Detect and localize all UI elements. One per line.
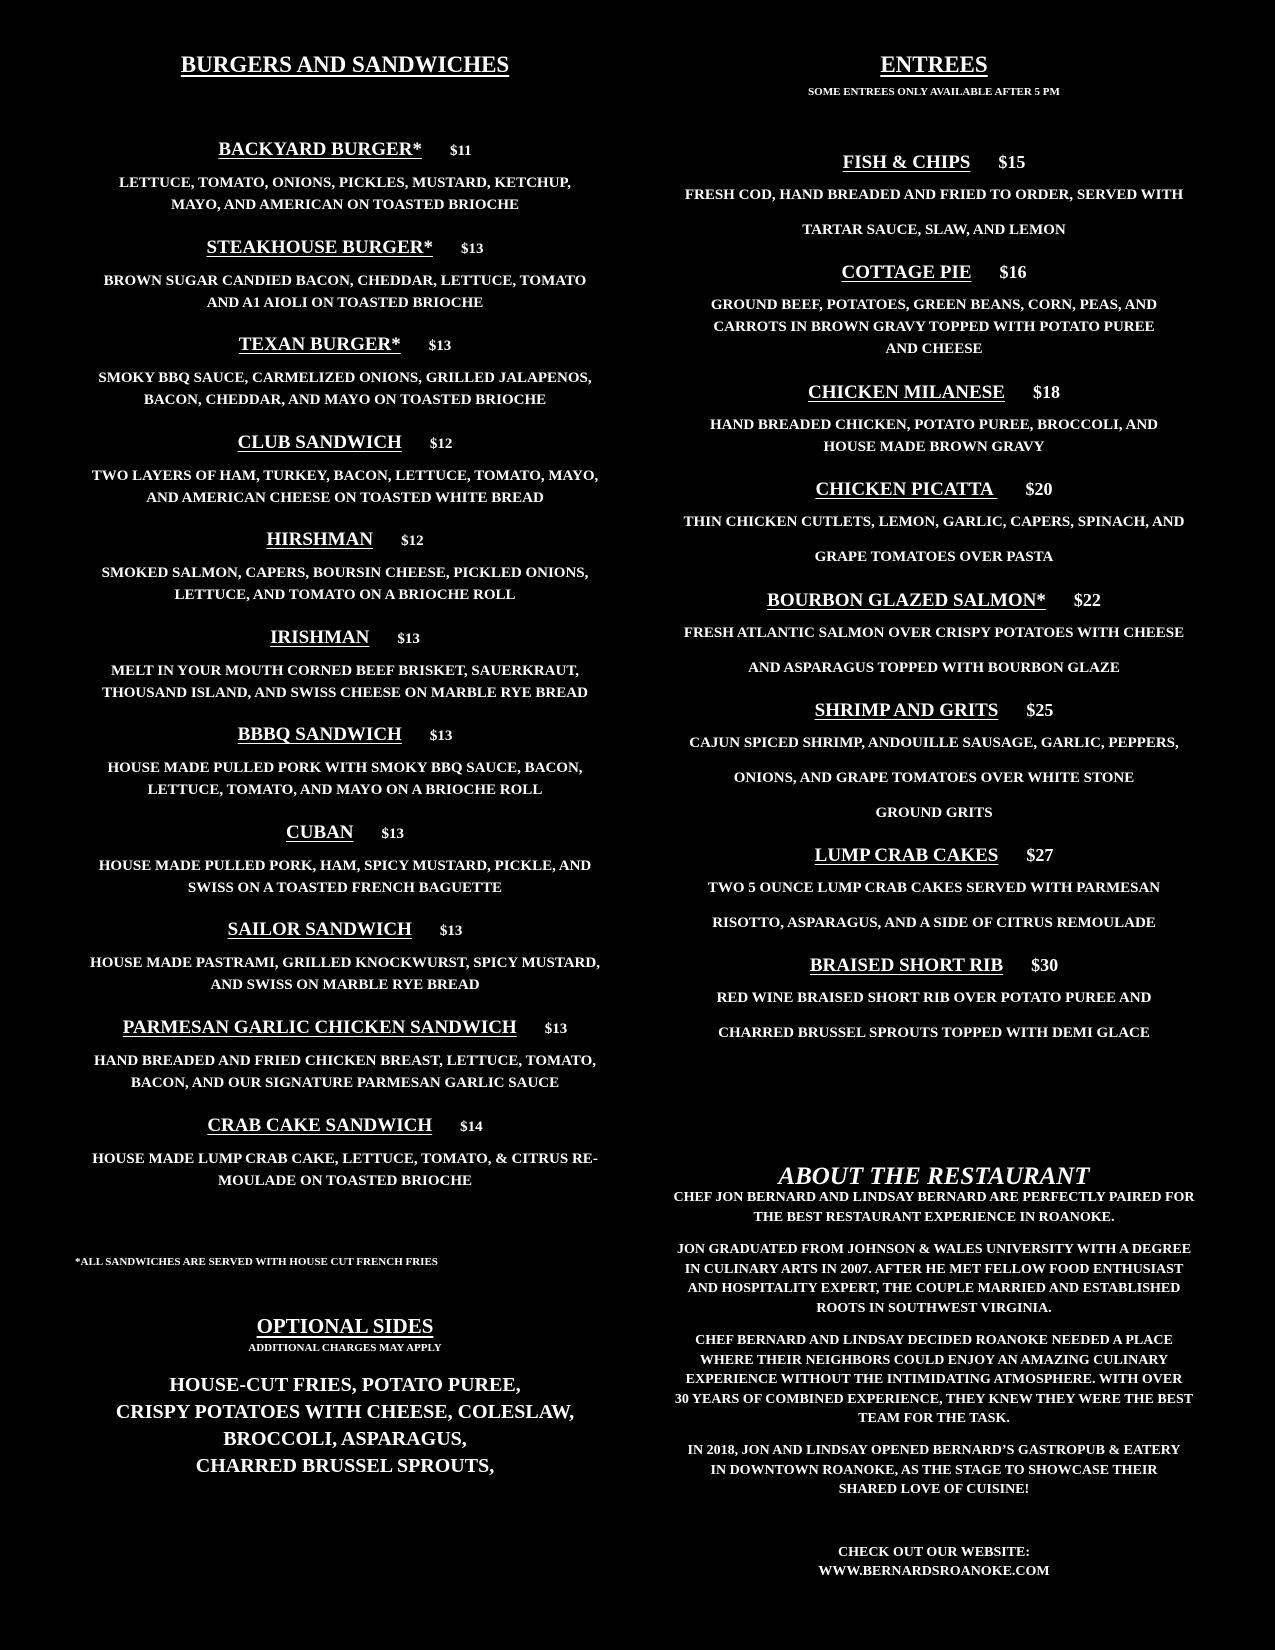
sides-list xyxy=(50,1372,640,1480)
fries-footnote: *ALL SANDWICHES ARE SERVED WITH HOUSE CUT FRENCH FRIES xyxy=(75,1256,438,1268)
item-price: $12 xyxy=(401,533,424,549)
item-price: $27 xyxy=(1026,845,1054,865)
menu-item xyxy=(640,380,1228,458)
item-price: $22 xyxy=(1073,590,1101,610)
item-name: PARMESAN GARLIC CHICKEN SANDWICH xyxy=(122,1017,517,1038)
website-label: CHECK OUT OUR WEBSITE: xyxy=(837,1545,1031,1560)
menu-item xyxy=(640,150,1228,248)
menu-item xyxy=(50,821,640,899)
item-name: BRAISED SHORT RIB xyxy=(809,955,1004,976)
menu-item xyxy=(640,477,1228,575)
item-name: BACKYARD BURGER* xyxy=(218,139,422,160)
item-name: CHICKEN MILANESE xyxy=(808,382,1005,403)
item-description: TWO LAYERS OF HAM, TURKEY, BACON, LETTUCE, TOMATO, MAYO, AND AMERICAN CHEESE ON TOASTED WHITE BREAD xyxy=(91,468,599,506)
menu-item xyxy=(50,431,640,509)
item-description: BROWN SUGAR CANDIED BACON, CHEDDAR, LETTUCE, TOMATO AND A1 AIOLI ON TOASTED BRIOCHE xyxy=(103,273,587,311)
item-price: $13 xyxy=(428,338,452,354)
item-description: CAJUN SPICED SHRIMP, ANDOUILLE SAUSAGE, GARLIC, PEPPERS, ONIONS, AND GRAPE TOMATOES OVER WHITE STONE GROUND GRITS xyxy=(689,735,1179,821)
item-price: $14 xyxy=(460,1119,483,1135)
item-name: CUBAN xyxy=(285,822,354,843)
menu-item xyxy=(50,528,640,606)
menu-item xyxy=(50,723,640,801)
sides-section-title: OPTIONAL SIDES xyxy=(256,1314,434,1338)
item-name: CLUB SANDWICH xyxy=(237,432,402,453)
item-description: FRESH COD, HAND BREADED AND FRIED TO ORDER, SERVED WITH TARTAR SAUCE, SLAW, AND LEMON xyxy=(684,187,1184,238)
about-paragraph: IN 2018, JON AND LINDSAY OPENED BERNARD’S GASTROPUB & EATERY IN DOWNTOWN ROANOKE, AS THE STAGE TO SHOWCASE THEIR SHARED LOVE OF CUISINE! xyxy=(687,1443,1181,1497)
item-name: HIRSHMAN xyxy=(266,529,374,550)
item-price: $13 xyxy=(381,826,405,842)
about-paragraph: JON GRADUATED FROM JOHNSON & WALES UNIVERSITY WITH A DEGREE IN CULINARY ARTS IN 2007. AFTER HE MET FELLOW FOOD ENTHUSIAST AND HOSPITALITY EXPERT, THE COUPLE MARRIED AND ESTABLISHED ROOTS IN SOUTHWEST VIRGINIA. xyxy=(676,1242,1192,1316)
item-name: IRISHMAN xyxy=(270,627,370,648)
item-price: $18 xyxy=(1032,382,1060,402)
menu-item xyxy=(640,698,1228,831)
menu-item xyxy=(50,626,640,704)
entrees-note: SOME ENTREES ONLY AVAILABLE AFTER 5 PM xyxy=(808,86,1060,98)
item-description: HAND BREADED AND FRIED CHICKEN BREAST, LETTUCE, TOMATO, BACON, AND OUR SIGNATURE PARMESAN GARLIC SAUCE xyxy=(93,1053,597,1091)
menu-item xyxy=(640,260,1228,360)
item-description: TWO 5 OUNCE LUMP CRAB CAKES SERVED WITH PARMESAN RISOTTO, ASPARAGUS, AND A SIDE OF CITRUS REMOULADE xyxy=(707,880,1161,931)
menu-item xyxy=(50,333,640,411)
item-price: $13 xyxy=(439,923,463,939)
item-name: CRAB CAKE SANDWICH xyxy=(207,1115,433,1136)
item-price: $25 xyxy=(1026,700,1054,720)
about-paragraph: CHEF BERNARD AND LINDSAY DECIDED ROANOKE NEEDED A PLACE WHERE THEIR NEIGHBORS COULD ENJOY AN AMAZING CULINARY EXPERIENCE WITHOUT THE INTIMIDATING ATMOSPHERE. WITH OVER 30 YEARS OF COMBINED EXPERIENCE, THEY KNEW THEY WERE THE BEST TEAM FOR THE TASK. xyxy=(674,1333,1194,1426)
item-description: FRESH ATLANTIC SALMON OVER CRISPY POTATOES WITH CHEESE AND ASPARAGUS TOPPED WITH BOURBON GLAZE xyxy=(683,625,1185,676)
item-description: RED WINE BRAISED SHORT RIB OVER POTATO PUREE AND CHARRED BRUSSEL SPROUTS TOPPED WITH DEMI GLACE xyxy=(716,990,1152,1041)
item-price: $13 xyxy=(429,728,453,744)
item-name: SAILOR SANDWICH xyxy=(227,919,412,940)
about-title: ABOUT THE RESTAURANT xyxy=(778,1162,1090,1190)
item-price: $12 xyxy=(429,436,453,452)
item-description: LETTUCE, TOMATO, ONIONS, PICKLES, MUSTARD, KETCHUP, MAYO, AND AMERICAN ON TOASTED BRIOCHE xyxy=(119,175,571,213)
item-description: HAND BREADED CHICKEN, POTATO PUREE, BROCCOLI, AND HOUSE MADE BROWN GRAVY xyxy=(710,417,1158,455)
menu-item xyxy=(50,1016,640,1094)
item-description: SMOKY BBQ SAUCE, CARMELIZED ONIONS, GRILLED JALAPENOS, BACON, CHEDDAR, AND MAYO ON TOASTED BRIOCHE xyxy=(98,370,592,408)
item-price: $16 xyxy=(999,262,1027,282)
item-name: TEXAN BURGER* xyxy=(238,334,401,355)
sides-line: CHARRED BRUSSEL SPROUTS, xyxy=(195,1455,495,1477)
item-name: LUMP CRAB CAKES xyxy=(814,845,999,866)
menu-item xyxy=(640,588,1228,686)
sides-line: HOUSE-CUT FRIES, POTATO PUREE, xyxy=(169,1374,521,1396)
item-price: $15 xyxy=(998,152,1026,172)
item-name: SHRIMP AND GRITS xyxy=(814,700,999,721)
item-description: HOUSE MADE PULLED PORK WITH SMOKY BBQ SAUCE, BACON, LETTUCE, TOMATO, AND MAYO ON A BRIOCHE ROLL xyxy=(107,760,583,798)
menu-item xyxy=(50,1114,640,1192)
about-paragraph: CHEF JON BERNARD AND LINDSAY BERNARD ARE PERFECTLY PAIRED FOR THE BEST RESTAURANT EXPERIENCE IN ROANOKE. xyxy=(673,1190,1195,1225)
sides-note: ADDITIONAL CHARGES MAY APPLY xyxy=(248,1342,442,1354)
item-name: BBBQ SANDWICH xyxy=(237,724,402,745)
menu-item xyxy=(640,953,1228,1051)
menu-item xyxy=(640,843,1228,941)
item-name: FISH & CHIPS xyxy=(842,152,971,173)
menu-item xyxy=(50,236,640,314)
menu-item xyxy=(50,138,640,216)
item-description: HOUSE MADE PASTRAMI, GRILLED KNOCKWURST, SPICY MUSTARD, AND SWISS ON MARBLE RYE BREAD xyxy=(90,955,600,993)
item-description: THIN CHICKEN CUTLETS, LEMON, GARLIC, CAPERS, SPINACH, AND GRAPE TOMATOES OVER PASTA xyxy=(683,514,1185,565)
item-description: HOUSE MADE PULLED PORK, HAM, SPICY MUSTARD, PICKLE, AND SWISS ON A TOASTED FRENCH BAGUETTE xyxy=(98,858,592,896)
item-name: CHICKEN PICATTA xyxy=(815,479,998,500)
item-name: STEAKHOUSE BURGER* xyxy=(206,237,433,258)
item-price: $13 xyxy=(397,631,420,647)
item-name: COTTAGE PIE xyxy=(841,262,972,283)
menu-item xyxy=(50,918,640,996)
website-block xyxy=(640,1543,1228,1581)
item-price: $30 xyxy=(1031,955,1059,975)
item-description: GROUND BEEF, POTATOES, GREEN BEANS, CORN, PEAS, AND CARROTS IN BROWN GRAVY TOPPED WITH POTATO PUREE AND CHEESE xyxy=(710,297,1158,357)
item-description: MELT IN YOUR MOUTH CORNED BEEF BRISKET, SAUERKRAUT, THOUSAND ISLAND, AND SWISS CHEESE ON MARBLE RYE BREAD xyxy=(102,663,588,701)
sides-line: CRISPY POTATOES WITH CHEESE, COLESLAW, xyxy=(115,1401,575,1423)
burgers-section-title: BURGERS AND SANDWICHES xyxy=(180,52,510,77)
item-name: BOURBON GLAZED SALMON* xyxy=(767,590,1046,611)
item-price: $13 xyxy=(544,1021,568,1037)
item-price: $11 xyxy=(449,143,472,159)
item-description: SMOKED SALMON, CAPERS, BOURSIN CHEESE, PICKLED ONIONS, LETTUCE, AND TOMATO ON A BRIOCHE ROLL xyxy=(101,565,589,603)
item-price: $20 xyxy=(1025,479,1053,499)
entrees-section-title: ENTREES xyxy=(880,52,988,77)
item-description: HOUSE MADE LUMP CRAB CAKE, LETTUCE, TOMATO, & CITRUS RE- MOULADE ON TOASTED BRIOCHE xyxy=(92,1151,598,1189)
item-price: $13 xyxy=(460,241,484,257)
sides-line: BROCCOLI, ASPARAGUS, xyxy=(223,1428,467,1450)
website-link[interactable]: WWW.BERNARDSROANOKE.COM xyxy=(818,1564,1050,1579)
